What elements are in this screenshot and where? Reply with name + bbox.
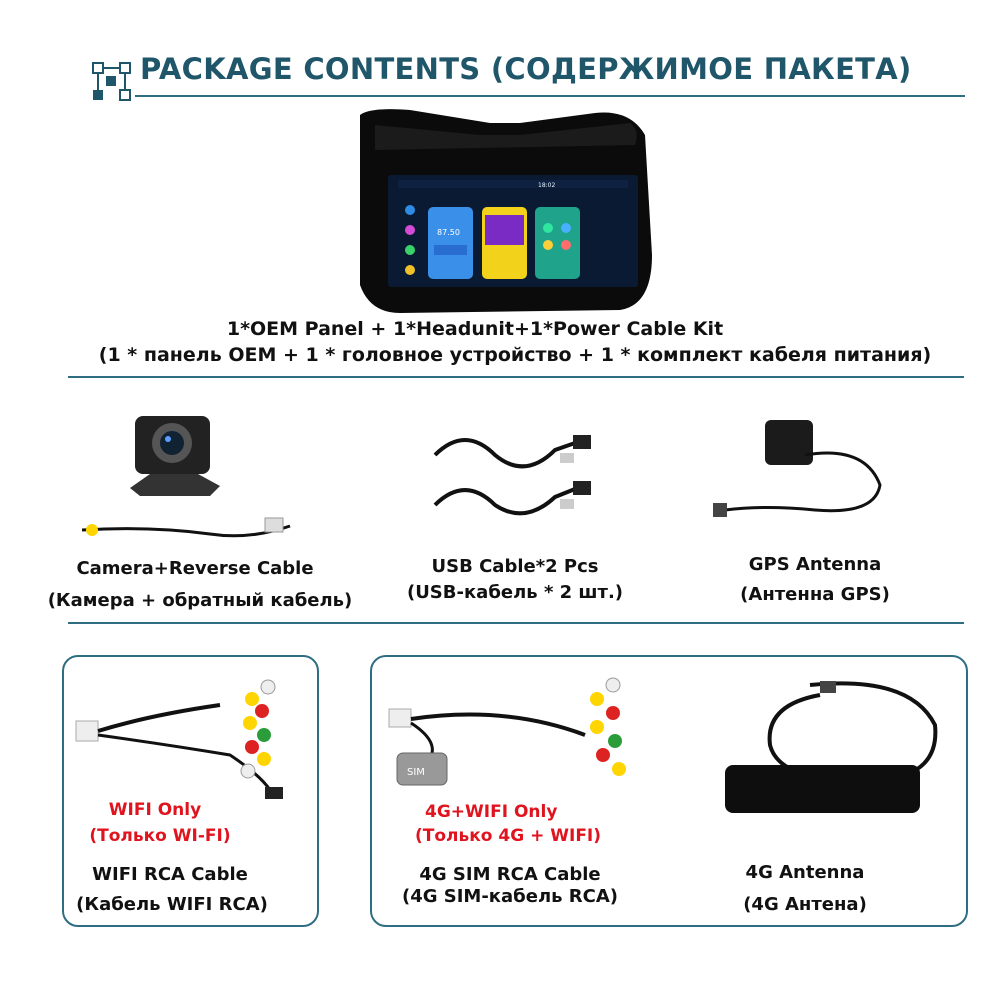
camera-caption-ru: (Камера + обратный кабель): [47, 590, 353, 611]
package-grid-icon: [92, 62, 132, 102]
headunit-image: [330, 105, 670, 320]
sim-caption-ru: (4G SIM-кабель RCA): [401, 886, 619, 907]
gps-caption-ru: (Антенна GPS): [740, 584, 890, 605]
gps-antenna-image: [705, 415, 890, 530]
screen-time: 18:02: [538, 182, 556, 189]
4g-antenna-image: [710, 665, 950, 835]
sim-rca-cable-image: [385, 665, 655, 795]
wifi-only-note-en: WIFI Only: [108, 800, 202, 820]
section-divider-1: [68, 376, 964, 378]
sim-caption-en: 4G SIM RCA Cable: [419, 864, 601, 885]
headunit-caption-en: 1*OEM Panel + 1*Headunit+1*Power Cable Kit: [226, 318, 724, 340]
antenna-caption-en: 4G Antenna: [745, 862, 865, 883]
usb-caption-en: USB Cable*2 Pcs: [431, 556, 599, 577]
wifi-caption-ru: (Кабель WIFI RCA): [76, 894, 268, 915]
sim-only-note-ru: (Только 4G + WIFI): [415, 826, 602, 846]
usb-caption-ru: (USB-кабель * 2 шт.): [406, 582, 624, 603]
sim-only-note-en: 4G+WIFI Only: [425, 802, 558, 822]
camera-image: [70, 408, 320, 538]
section-divider-2: [68, 622, 964, 624]
page-title: PACKAGE CONTENTS (СОДЕРЖИМОЕ ПАКЕТА): [140, 52, 912, 86]
headunit-caption-ru: (1 * панель OEM + 1 * головное устройство + 1 * комплект кабеля питания): [98, 344, 932, 366]
header-divider: [135, 95, 965, 97]
gps-caption-en: GPS Antenna: [748, 554, 882, 575]
wifi-only-note-ru: (Только WI-FI): [89, 826, 231, 846]
antenna-caption-ru: (4G Антена): [743, 894, 867, 915]
sim-label: SIM: [407, 767, 425, 778]
wifi-rca-cable-image: [70, 665, 300, 805]
usb-cable-image: [425, 425, 605, 525]
wifi-caption-en: WIFI RCA Cable: [92, 864, 248, 885]
screen-radio-freq: 87.50: [437, 228, 460, 237]
camera-caption-en: Camera+Reverse Cable: [76, 558, 314, 579]
